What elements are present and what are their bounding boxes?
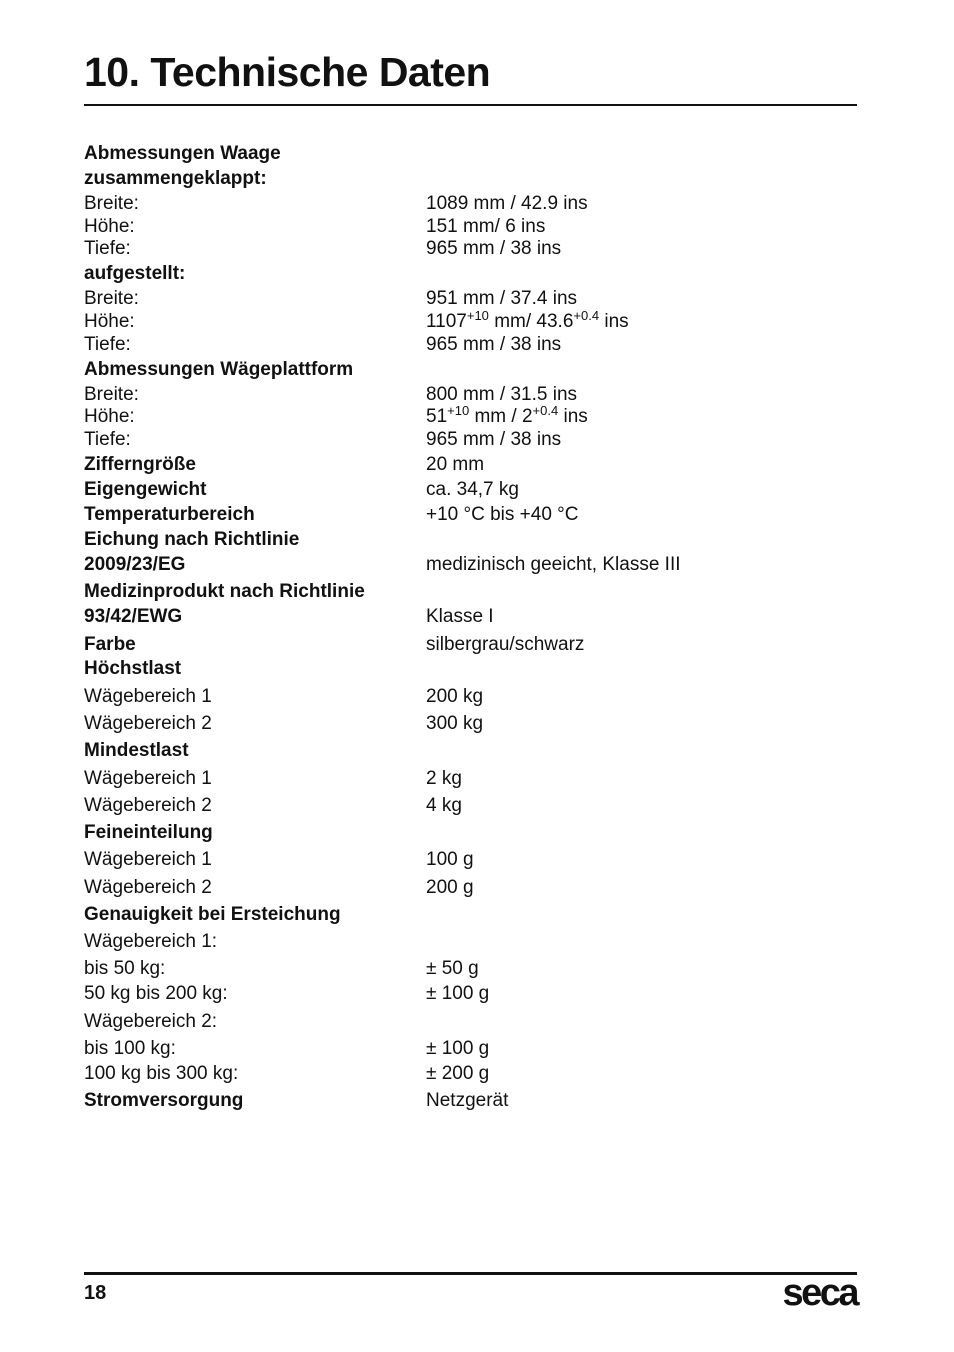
spec-value: 20 mm	[426, 454, 485, 475]
spec-value: Netzgerät	[426, 1090, 509, 1111]
spec-value: Klasse I	[426, 606, 494, 627]
spec-value-superscript: +10	[447, 403, 470, 418]
spec-value-part: 1107	[426, 311, 467, 332]
spec-label: Höhe:	[84, 406, 135, 427]
spec-label: Farbe	[84, 634, 136, 655]
spec-label: bis 50 kg:	[84, 958, 166, 979]
spec-label: Wägebereich 2	[84, 795, 212, 816]
spec-value-superscript: +0.4	[532, 403, 559, 418]
spec-label: 100 kg bis 300 kg:	[84, 1063, 239, 1084]
spec-label: 2009/23/EG	[84, 554, 186, 575]
spec-label: Temperaturbereich	[84, 504, 255, 525]
spec-value: medizinisch geeicht, Klasse III	[426, 554, 681, 575]
spec-label: Wägebereich 1	[84, 686, 212, 707]
spec-value: silbergrau/schwarz	[426, 634, 585, 655]
spec-label: Tiefe:	[84, 429, 131, 450]
spec-value	[426, 310, 629, 334]
spec-value: 1089 mm / 42.9 ins	[426, 193, 588, 214]
spec-value: 300 kg	[426, 713, 484, 734]
spec-label: Wägebereich 1:	[84, 931, 218, 952]
spec-value: 965 mm / 38 ins	[426, 334, 562, 355]
spec-label: Wägebereich 2	[84, 713, 212, 734]
spec-value: 100 g	[426, 849, 474, 870]
spec-label: Höchstlast	[84, 658, 182, 679]
spec-value-part: ins	[599, 311, 629, 332]
spec-label: Wägebereich 1	[84, 849, 212, 870]
spec-value-part: mm / 2	[469, 406, 533, 427]
spec-label: Tiefe:	[84, 334, 131, 355]
spec-label: Mindestlast	[84, 740, 189, 761]
spec-label: Stromversorgung	[84, 1090, 244, 1111]
spec-value	[426, 405, 588, 429]
spec-value: 151 mm/ 6 ins	[426, 216, 546, 237]
spec-label: Höhe:	[84, 216, 135, 237]
spec-label: Breite:	[84, 384, 139, 405]
spec-value: 965 mm / 38 ins	[426, 238, 562, 259]
spec-value-part: 51	[426, 406, 448, 427]
spec-label: zusammengeklappt:	[84, 168, 267, 189]
spec-value: 200 g	[426, 877, 474, 898]
spec-label: Abmessungen Waage	[84, 143, 281, 164]
spec-value: 965 mm / 38 ins	[426, 429, 562, 450]
footer-divider	[84, 1272, 857, 1275]
spec-value-superscript: +10	[466, 308, 489, 323]
title-divider	[84, 104, 857, 106]
spec-label: 93/42/EWG	[84, 606, 183, 627]
spec-label: Genauigkeit bei Ersteichung	[84, 904, 341, 925]
spec-label: Tiefe:	[84, 238, 131, 259]
spec-value: ± 50 g	[426, 958, 479, 979]
spec-value: 951 mm / 37.4 ins	[426, 288, 578, 309]
spec-value-superscript: +0.4	[573, 308, 600, 323]
spec-label: Breite:	[84, 193, 139, 214]
spec-label: Wägebereich 2:	[84, 1011, 218, 1032]
spec-value: 4 kg	[426, 795, 462, 816]
spec-value: +10 °C bis +40 °C	[426, 504, 579, 525]
spec-value: 800 mm / 31.5 ins	[426, 384, 578, 405]
spec-label: Zifferngröße	[84, 454, 196, 475]
spec-value: 2 kg	[426, 768, 462, 789]
spec-label: 50 kg bis 200 kg:	[84, 983, 228, 1004]
page-number: 18	[84, 1282, 107, 1304]
spec-value: ± 100 g	[426, 1038, 490, 1059]
spec-label: Eigengewicht	[84, 479, 207, 500]
spec-label: bis 100 kg:	[84, 1038, 176, 1059]
spec-value-part: mm/ 43.6	[488, 311, 574, 332]
spec-label: Abmessungen Wägeplattform	[84, 359, 354, 380]
spec-label: aufgestellt:	[84, 263, 186, 284]
spec-value: ca. 34,7 kg	[426, 479, 519, 500]
spec-value: ± 100 g	[426, 983, 490, 1004]
spec-label: Breite:	[84, 288, 139, 309]
spec-label: Medizinprodukt nach Richtlinie	[84, 581, 365, 602]
spec-label: Wägebereich 1	[84, 768, 212, 789]
spec-value: 200 kg	[426, 686, 484, 707]
spec-label: Eichung nach Richtlinie	[84, 529, 300, 550]
page-title: 10. Technische Daten	[84, 49, 491, 95]
spec-value: ± 200 g	[426, 1063, 490, 1084]
spec-label: Feineinteilung	[84, 822, 213, 843]
spec-label: Wägebereich 2	[84, 877, 212, 898]
seca-logo: seca	[782, 1272, 857, 1314]
spec-value-part: ins	[558, 406, 588, 427]
spec-label: Höhe:	[84, 311, 135, 332]
